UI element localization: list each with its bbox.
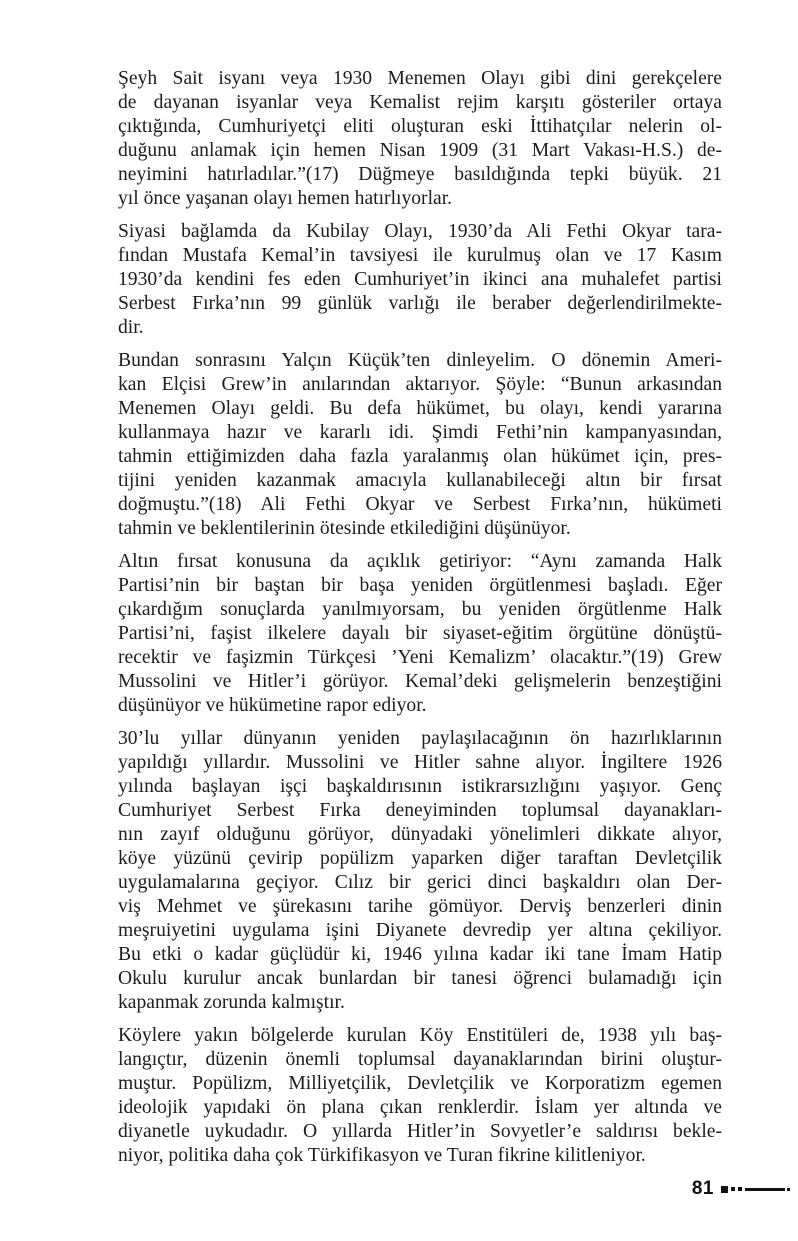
text-line: langıçtır, düzenin önemli toplumsal dayanaklarından birini oluştur- — [118, 1049, 722, 1070]
text-line: uygulamalarına geçiyor. Cılız bir gerici dinci başkaldırı olan Der- — [118, 872, 722, 893]
paragraph — [118, 220, 722, 340]
text-line: niyor, politika daha çok Türkifikasyon ve Turan fikrine kilitleniyor. — [118, 1145, 646, 1166]
text-line: doğmuştu.”(18) Ali Fethi Okyar ve Serbest Fırka’nın, hükümeti — [118, 494, 722, 515]
paragraph — [118, 727, 722, 1015]
text-line: çıkardığım sonuçlarda yanılmıyorsam, bu yeniden örgütlenme Halk — [118, 599, 722, 620]
text-line: kan Elçisi Grew’in anılarından aktarıyor. Şöyle: “Bunun arkasından — [118, 374, 722, 395]
paragraph — [118, 67, 722, 211]
text-line: dir. — [118, 317, 144, 338]
text-line: yapıldığı yıllardır. Mussolini ve Hitler sahne alıyor. İngiltere 1926 — [118, 752, 722, 773]
square-icon — [731, 1187, 735, 1191]
page-footer — [692, 1179, 790, 1199]
text-line: 1930’da kendini fes eden Cumhuriyet’in ikinci ana muhalefet partisi — [118, 269, 722, 290]
page-text — [118, 67, 722, 1177]
dot-icon — [787, 1188, 790, 1191]
rule-line — [745, 1188, 785, 1191]
text-line: Şeyh Sait isyanı veya 1930 Menemen Olayı gibi dini gerekçelere — [118, 68, 722, 89]
footer-ornament-icon — [721, 1186, 790, 1193]
text-line: kullanmaya hazır ve kararlı idi. Şimdi Fethi’nin kampanyasından, — [118, 422, 722, 443]
text-line: köye yüzünü çevirip popülizm yaparken diğer taraftan Devletçilik — [118, 848, 722, 869]
text-line: düşünüyor ve hükümetine rapor ediyor. — [118, 695, 427, 716]
text-line: Bu etki o kadar güçlüdür ki, 1946 yılına kadar iki tane İmam Hatip — [118, 944, 722, 965]
text-line: kapanmak zorunda kalmıştır. — [118, 992, 345, 1013]
text-line: nın zayıf olduğunu görüyor, dünyadaki yönelimleri dikkate alıyor, — [118, 824, 722, 845]
text-line: muştur. Popülizm, Milliyetçilik, Devletçilik ve Korporatizm egemen — [118, 1073, 722, 1094]
text-line: diyanetle uykudadır. O yıllarda Hitler’in Sovyetler’e saldırısı bekle- — [118, 1121, 722, 1142]
text-line: Altın fırsat konusuna da açıklık getiriyor: “Aynı zamanda Halk — [118, 551, 722, 572]
text-line: Köylere yakın bölgelerde kurulan Köy Enstitüleri de, 1938 yılı baş- — [118, 1025, 722, 1046]
text-line: tahmin ve beklentilerinin ötesinde etkilediğini düşünüyor. — [118, 518, 571, 539]
text-line: duğunu anlamak için hemen Nisan 1909 (31 Mart Vakası-H.S.) de- — [118, 140, 722, 161]
paragraph — [118, 1024, 722, 1168]
text-line: tijini yeniden kazanmak amacıyla kullanabileceği altın bir fırsat — [118, 470, 722, 491]
paragraph — [118, 550, 722, 718]
text-line: Okulu kurulur ancak bunlardan bir tanesi öğrenci bulamadığı için — [118, 968, 722, 989]
paragraph — [118, 349, 722, 541]
text-line: Menemen Olayı geldi. Bu defa hükümet, bu olayı, kendi yararına — [118, 398, 722, 419]
text-line: recektir ve faşizmin Türkçesi ’Yeni Kemalizm’ olacaktır.”(19) Grew — [118, 647, 722, 668]
square-icon — [721, 1186, 728, 1193]
text-line: 30’lu yıllar dünyanın yeniden paylaşılacağının ön hazırlıklarının — [118, 728, 722, 749]
text-line: viş Mehmet ve şürekasını tarihe gömüyor. Derviş benzerleri dinin — [118, 896, 722, 917]
text-line: Cumhuriyet Serbest Fırka deneyiminden toplumsal dayanakları- — [118, 800, 722, 821]
text-line: neyimini hatırladılar.”(17) Düğmeye basıldığında tepki büyük. 21 — [118, 164, 722, 185]
square-icon — [738, 1187, 742, 1191]
text-line: Partisi’ni, faşist ilkelere dayalı bir siyaset-eğitim örgütüne dönüştü- — [118, 623, 722, 644]
text-line: Siyasi bağlamda da Kubilay Olayı, 1930’da Ali Fethi Okyar tara- — [118, 221, 722, 242]
text-line: Serbest Fırka’nın 99 günlük varlığı ile beraber değerlendirilmekte- — [118, 293, 722, 314]
text-line: Mussolini ve Hitler’i görüyor. Kemal’deki gelişmelerin benzeştiğini — [118, 671, 722, 692]
text-line: ideolojik yapıdaki ön plana çıkan renklerdir. İslam yer altında ve — [118, 1097, 722, 1118]
text-line: çıktığında, Cumhuriyetçi eliti oluşturan eski İttihatçılar nelerin ol- — [118, 116, 722, 137]
text-line: tahmin ettiğimizden daha fazla yaralanmış olan hükümet için, pres- — [118, 446, 722, 467]
text-line: fından Mustafa Kemal’in tavsiyesi ile kurulmuş olan ve 17 Kasım — [118, 245, 722, 266]
text-line: meşruiyetini uygulama işini Diyanete devredip yer altına çekiliyor. — [118, 920, 722, 941]
text-line: yıl önce yaşanan olayı hemen hatırlıyorlar. — [118, 188, 453, 209]
text-line: yılında başlayan işçi başkaldırısının istikrarsızlığını yaşıyor. Genç — [118, 776, 722, 797]
page-number: 81 — [691, 1178, 714, 1199]
text-line: de dayanan isyanlar veya Kemalist rejim karşıtı gösteriler ortaya — [118, 92, 722, 113]
text-line: Partisi’nin bir baştan bir başa yeniden örgütlenmesi başladı. Eğer — [118, 575, 722, 596]
text-line: Bundan sonrasını Yalçın Küçük’ten dinleyelim. O dönemin Ameri- — [118, 350, 722, 371]
